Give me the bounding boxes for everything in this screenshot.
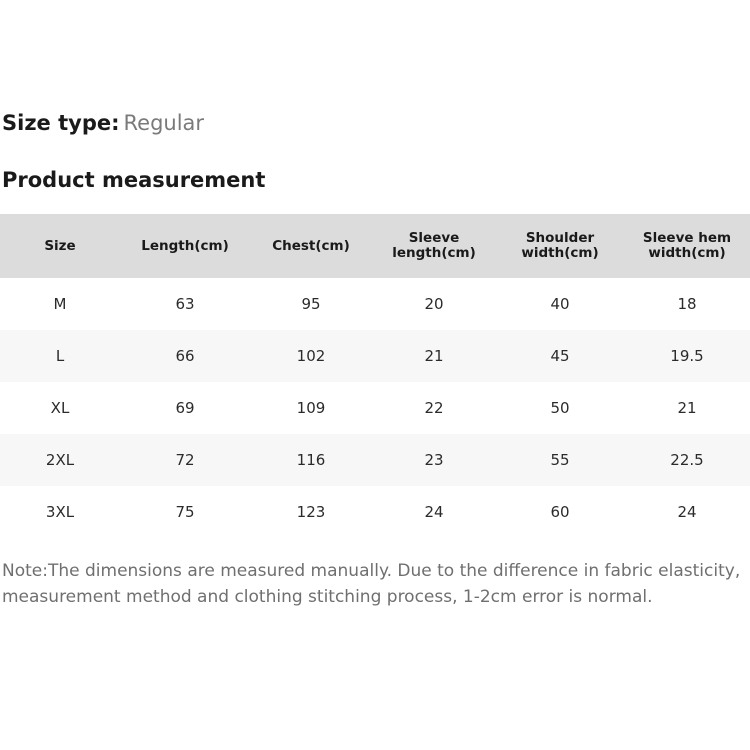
cell-length: 75	[120, 486, 250, 538]
table-row	[0, 434, 750, 486]
cell-sleeve-hem-width: 24	[624, 486, 750, 538]
cell-shoulder-width: 60	[496, 486, 624, 538]
table-row	[0, 382, 750, 434]
cell-shoulder-width: 50	[496, 382, 624, 434]
cell-length: 66	[120, 330, 250, 382]
size-type-value: Regular	[123, 111, 205, 135]
cell-size: 3XL	[0, 486, 120, 538]
cell-length: 72	[120, 434, 250, 486]
measurement-table	[0, 214, 750, 538]
cell-sleeve-hem-width: 18	[624, 278, 750, 330]
size-type-row	[2, 110, 204, 136]
table-row	[0, 278, 750, 330]
cell-sleeve-hem-width: 22.5	[624, 434, 750, 486]
cell-sleeve-length: 24	[372, 486, 496, 538]
table-header-row	[0, 214, 750, 278]
cell-length: 69	[120, 382, 250, 434]
column-header-shoulder-width: Shoulder width(cm)	[496, 214, 624, 278]
column-header-size: Size	[0, 214, 120, 278]
table-row	[0, 486, 750, 538]
cell-sleeve-hem-width: 21	[624, 382, 750, 434]
size-type-label: Size type:	[2, 111, 120, 135]
cell-chest: 116	[250, 434, 372, 486]
cell-shoulder-width: 55	[496, 434, 624, 486]
column-header-length: Length(cm)	[120, 214, 250, 278]
cell-chest: 102	[250, 330, 372, 382]
product-measurement-title: Product measurement	[2, 168, 266, 192]
cell-sleeve-length: 22	[372, 382, 496, 434]
cell-sleeve-hem-width: 19.5	[624, 330, 750, 382]
cell-chest: 95	[250, 278, 372, 330]
cell-chest: 123	[250, 486, 372, 538]
cell-sleeve-length: 21	[372, 330, 496, 382]
column-header-sleeve-hem-width: Sleeve hem width(cm)	[624, 214, 750, 278]
cell-shoulder-width: 45	[496, 330, 624, 382]
cell-sleeve-length: 23	[372, 434, 496, 486]
cell-sleeve-length: 20	[372, 278, 496, 330]
column-header-sleeve-length: Sleeve length(cm)	[372, 214, 496, 278]
measurement-note: Note:The dimensions are measured manually. Due to the difference in fabric elasticity, measurement method and clothing stitching process, 1-2cm error is normal.	[2, 561, 741, 607]
cell-chest: 109	[250, 382, 372, 434]
cell-size: M	[0, 278, 120, 330]
column-header-chest: Chest(cm)	[250, 214, 372, 278]
cell-length: 63	[120, 278, 250, 330]
cell-size: L	[0, 330, 120, 382]
cell-size: 2XL	[0, 434, 120, 486]
cell-size: XL	[0, 382, 120, 434]
cell-shoulder-width: 40	[496, 278, 624, 330]
table-row	[0, 330, 750, 382]
